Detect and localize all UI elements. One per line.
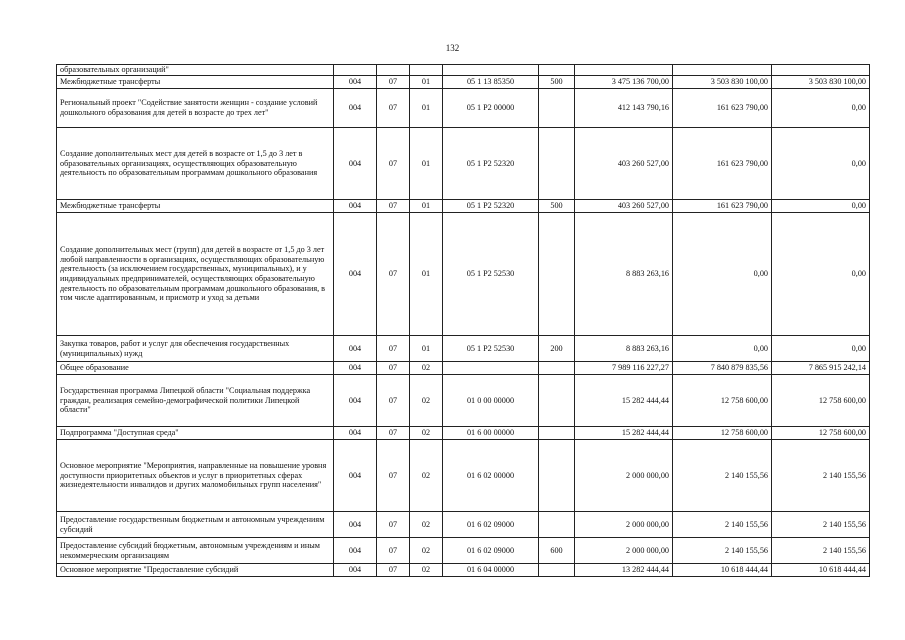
- amount-year-3: 2 140 155,56: [772, 440, 870, 512]
- expense-type-code: [539, 427, 575, 440]
- target-article-code: 05 1 P2 00000: [443, 89, 539, 128]
- row-name: Основное мероприятие "Предоставление субсидий: [57, 564, 334, 577]
- expense-type-code: 600: [539, 538, 575, 564]
- expense-type-code: [539, 375, 575, 427]
- row-name: Общее образование: [57, 362, 334, 375]
- amount-year-1: 8 883 263,16: [575, 336, 673, 362]
- target-article-code: 01 6 02 09000: [443, 512, 539, 538]
- table-row: [57, 538, 870, 564]
- table-row: [57, 336, 870, 362]
- ved-code: 004: [334, 128, 377, 200]
- table-row: [57, 76, 870, 89]
- section-code: 07: [377, 362, 410, 375]
- target-article-code: 01 6 04 00000: [443, 564, 539, 577]
- expense-type-code: [539, 89, 575, 128]
- section-code: [377, 65, 410, 76]
- row-name: Создание дополнительных мест (групп) для детей в возрасте от 1,5 до 3 лет любой направленности в организациях, осуществляющих образовательную деятельность (за исключением государственных, муниципальных), и у индивидуальных предпринимателей, осуществляющих образовательную деятельность по образовательным программам дошкольного образования, в том числе адаптированным, и присмотр и уход за детьми: [57, 213, 334, 336]
- target-article-code: 05 1 P2 52320: [443, 128, 539, 200]
- target-article-code: 01 6 00 00000: [443, 427, 539, 440]
- amount-year-1: 15 282 444,44: [575, 375, 673, 427]
- section-code: 07: [377, 213, 410, 336]
- amount-year-3: 12 758 600,00: [772, 375, 870, 427]
- ved-code: 004: [334, 76, 377, 89]
- section-code: 07: [377, 128, 410, 200]
- table-row: [57, 375, 870, 427]
- row-name: Основное мероприятие "Мероприятия, направленные на повышение уровня доступности приоритетных объектов и услуг в приоритетных сферах жизнедеятельности инвалидов и других маломобильных групп населения": [57, 440, 334, 512]
- amount-year-3: 0,00: [772, 213, 870, 336]
- subsection-code: 02: [410, 427, 443, 440]
- target-article-code: 05 1 P2 52530: [443, 213, 539, 336]
- amount-year-2: 2 140 155,56: [673, 512, 772, 538]
- section-code: 07: [377, 440, 410, 512]
- section-code: 07: [377, 427, 410, 440]
- ved-code: 004: [334, 564, 377, 577]
- subsection-code: 02: [410, 564, 443, 577]
- amount-year-2: 10 618 444,44: [673, 564, 772, 577]
- amount-year-1: 2 000 000,00: [575, 512, 673, 538]
- expense-type-code: 200: [539, 336, 575, 362]
- row-name: Предоставление государственным бюджетным и автономным учреждениям субсидий: [57, 512, 334, 538]
- section-code: 07: [377, 538, 410, 564]
- amount-year-1: 3 475 136 700,00: [575, 76, 673, 89]
- amount-year-3: [772, 65, 870, 76]
- amount-year-2: 2 140 155,56: [673, 538, 772, 564]
- section-code: 07: [377, 375, 410, 427]
- section-code: 07: [377, 512, 410, 538]
- expense-type-code: [539, 440, 575, 512]
- subsection-code: 01: [410, 200, 443, 213]
- expense-type-code: [539, 128, 575, 200]
- section-code: 07: [377, 336, 410, 362]
- amount-year-3: 3 503 830 100,00: [772, 76, 870, 89]
- row-name: образовательных организаций": [57, 65, 334, 76]
- subsection-code: 02: [410, 512, 443, 538]
- amount-year-2: 12 758 600,00: [673, 375, 772, 427]
- subsection-code: 02: [410, 362, 443, 375]
- amount-year-3: 10 618 444,44: [772, 564, 870, 577]
- ved-code: 004: [334, 89, 377, 128]
- target-article-code: 05 1 P2 52530: [443, 336, 539, 362]
- amount-year-3: 0,00: [772, 89, 870, 128]
- amount-year-2: 2 140 155,56: [673, 440, 772, 512]
- amount-year-1: 412 143 790,16: [575, 89, 673, 128]
- amount-year-3: 0,00: [772, 200, 870, 213]
- row-name: Создание дополнительных мест для детей в возрасте от 1,5 до 3 лет в образовательных организациях, осуществляющих образовательную деятельность по образовательным программам дошкольного образования: [57, 128, 334, 200]
- ved-code: [334, 65, 377, 76]
- subsection-code: 01: [410, 76, 443, 89]
- row-name: Межбюджетные трансферты: [57, 200, 334, 213]
- row-name: Государственная программа Липецкой области "Социальная поддержка граждан, реализация семейно-демографической политики Липецкой области": [57, 375, 334, 427]
- subsection-code: 02: [410, 375, 443, 427]
- expense-type-code: [539, 362, 575, 375]
- subsection-code: 02: [410, 538, 443, 564]
- amount-year-1: 403 260 527,00: [575, 128, 673, 200]
- ved-code: 004: [334, 213, 377, 336]
- ved-code: 004: [334, 512, 377, 538]
- table-row: [57, 440, 870, 512]
- table-row: [57, 362, 870, 375]
- ved-code: 004: [334, 538, 377, 564]
- subsection-code: 01: [410, 213, 443, 336]
- section-code: 07: [377, 200, 410, 213]
- amount-year-3: 2 140 155,56: [772, 512, 870, 538]
- amount-year-1: 15 282 444,44: [575, 427, 673, 440]
- table-row: [57, 128, 870, 200]
- expense-type-code: [539, 213, 575, 336]
- amount-year-2: 0,00: [673, 213, 772, 336]
- amount-year-1: 7 989 116 227,27: [575, 362, 673, 375]
- ved-code: 004: [334, 336, 377, 362]
- ved-code: 004: [334, 427, 377, 440]
- amount-year-3: 0,00: [772, 336, 870, 362]
- amount-year-2: 161 623 790,00: [673, 89, 772, 128]
- amount-year-3: 12 758 600,00: [772, 427, 870, 440]
- amount-year-2: [673, 65, 772, 76]
- expense-type-code: [539, 65, 575, 76]
- expense-type-code: [539, 564, 575, 577]
- expense-type-code: 500: [539, 200, 575, 213]
- table-row: [57, 89, 870, 128]
- row-name: Предоставление субсидий бюджетным, автономным учреждениям и иным некоммерческим организациям: [57, 538, 334, 564]
- target-article-code: 01 6 02 09000: [443, 538, 539, 564]
- subsection-code: [410, 65, 443, 76]
- amount-year-2: 7 840 879 835,56: [673, 362, 772, 375]
- expense-type-code: 500: [539, 76, 575, 89]
- amount-year-1: 2 000 000,00: [575, 538, 673, 564]
- amount-year-1: 8 883 263,16: [575, 213, 673, 336]
- row-name: Межбюджетные трансферты: [57, 76, 334, 89]
- target-article-code: [443, 65, 539, 76]
- subsection-code: 01: [410, 336, 443, 362]
- expense-type-code: [539, 512, 575, 538]
- amount-year-2: 161 623 790,00: [673, 128, 772, 200]
- table-row: [57, 213, 870, 336]
- table-row: [57, 200, 870, 213]
- section-code: 07: [377, 564, 410, 577]
- page-number: 132: [445, 43, 460, 53]
- amount-year-2: 0,00: [673, 336, 772, 362]
- ved-code: 004: [334, 375, 377, 427]
- table-row: [57, 427, 870, 440]
- row-name: Региональный проект "Содействие занятости женщин - создание условий дошкольного образования для детей в возрасте до трех лет": [57, 89, 334, 128]
- subsection-code: 01: [410, 128, 443, 200]
- section-code: 07: [377, 89, 410, 128]
- section-code: 07: [377, 76, 410, 89]
- amount-year-1: 13 282 444,44: [575, 564, 673, 577]
- ved-code: 004: [334, 362, 377, 375]
- row-name: Подпрограмма "Доступная среда": [57, 427, 334, 440]
- target-article-code: 01 0 00 00000: [443, 375, 539, 427]
- amount-year-2: 12 758 600,00: [673, 427, 772, 440]
- target-article-code: 05 1 P2 52320: [443, 200, 539, 213]
- amount-year-1: [575, 65, 673, 76]
- amount-year-3: 2 140 155,56: [772, 538, 870, 564]
- ved-code: 004: [334, 200, 377, 213]
- row-name: Закупка товаров, работ и услуг для обеспечения государственных (муниципальных) нужд: [57, 336, 334, 362]
- target-article-code: [443, 362, 539, 375]
- target-article-code: 01 6 02 00000: [443, 440, 539, 512]
- table-row: [57, 512, 870, 538]
- amount-year-1: 403 260 527,00: [575, 200, 673, 213]
- target-article-code: 05 1 13 85350: [443, 76, 539, 89]
- subsection-code: 02: [410, 440, 443, 512]
- amount-year-2: 161 623 790,00: [673, 200, 772, 213]
- budget-table: [56, 64, 870, 577]
- ved-code: 004: [334, 440, 377, 512]
- amount-year-1: 2 000 000,00: [575, 440, 673, 512]
- amount-year-3: 0,00: [772, 128, 870, 200]
- subsection-code: 01: [410, 89, 443, 128]
- amount-year-3: 7 865 915 242,14: [772, 362, 870, 375]
- table-row: [57, 564, 870, 577]
- table-row: [57, 65, 870, 76]
- amount-year-2: 3 503 830 100,00: [673, 76, 772, 89]
